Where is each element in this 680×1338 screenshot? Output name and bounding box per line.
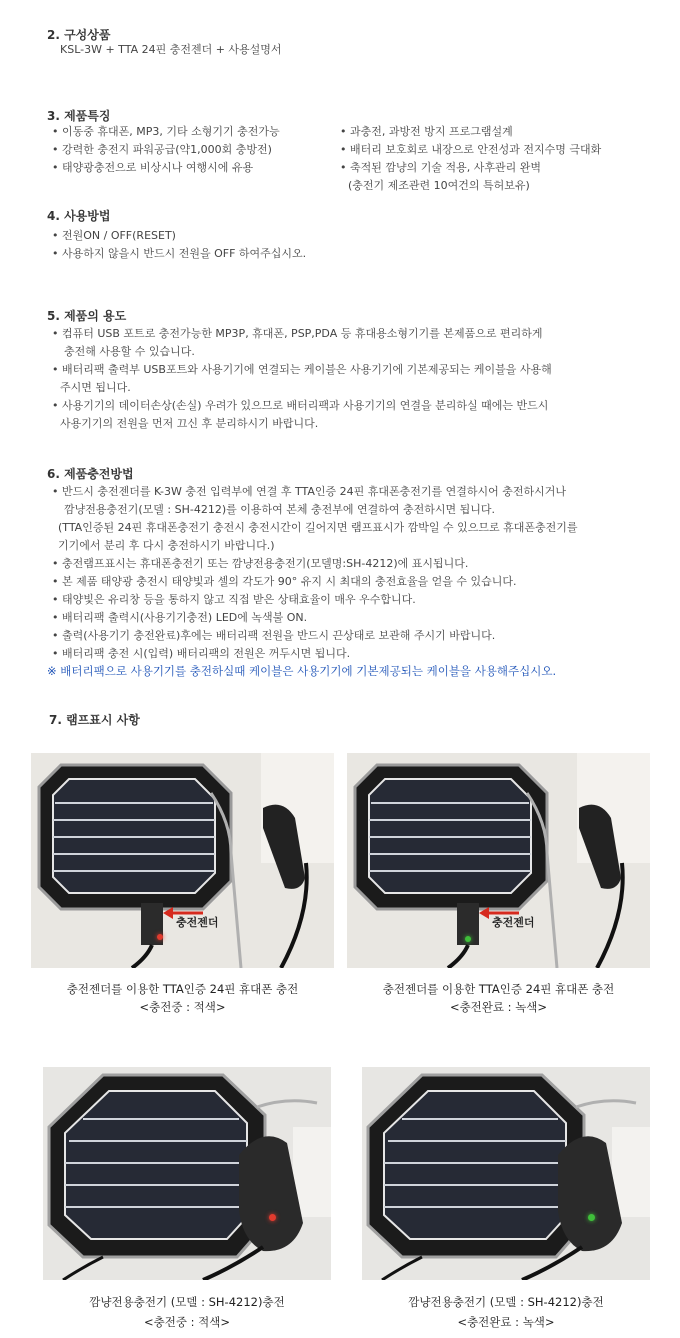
section-2-line: KSL-3W + TTA 24핀 충전젠더 + 사용설명서 (60, 43, 282, 56)
section-2-title: 2. 구성상품 (47, 28, 111, 42)
charging-line-10: • 배터리팩 충전 시(입력) 배터리팩의 전원은 꺼두시면 됩니다. (52, 647, 351, 660)
section-4-title: 4. 사용방법 (47, 209, 111, 223)
led-indicator (157, 934, 163, 940)
purpose-line-6: 사용기기의 전원을 먼저 끄신 후 분리하시기 바랍니다. (60, 417, 319, 430)
photo-1-caption: 충전젠더를 이용한 TTA인증 24핀 휴대폰 충전 (66, 982, 299, 996)
feature-right-3: • 축적된 깜냥의 기술 적용, 사후관리 완벽 (340, 161, 541, 174)
photo-4-caption: 깜냥전용충전기 (모델 : SH-4212)충전 (408, 1295, 604, 1309)
purpose-line-2: 충전해 사용할 수 있습니다. (64, 345, 195, 358)
feature-left-2: • 강력한 충전지 파워공급(약1,000회 충방전) (52, 143, 272, 156)
photo-3-caption: 깜냥전용충전기 (모델 : SH-4212)충전 (89, 1295, 285, 1309)
purpose-line-3: • 배터리팩 출력부 USB포트와 사용기기에 연결되는 케이블은 사용기기에 기본제공되는 케이블을 사용해 (52, 363, 552, 376)
feature-right-4: (충전기 제조관련 10여건의 특허보유) (348, 179, 530, 192)
usage-line-2: • 사용하지 않을시 반드시 전원을 OFF 하여주십시오. (52, 247, 307, 260)
photo-1-status: <충전중 : 적색> (139, 1000, 226, 1014)
section-6-title: 6. 제품충전방법 (47, 467, 134, 481)
purpose-line-4: 주시면 됩니다. (60, 381, 131, 394)
purpose-line-1: • 컴퓨터 USB 포트로 충전가능한 MP3P, 휴대폰, PSP,PDA 등 휴대용소형기기를 본제품으로 편리하게 (52, 327, 543, 340)
charging-line-2: 깜냥전용충전기(모델 : SH-4212)를 이용하여 본체 충전부에 연결하여 충전하시면 됩니다. (64, 503, 496, 516)
feature-right-1: • 과충전, 과방전 방지 프로그램설계 (340, 125, 513, 138)
charging-line-4: 기기에서 분리 후 다시 충전하시기 바랍니다.) (58, 539, 275, 552)
led-indicator (588, 1214, 595, 1221)
section-3-title: 3. 제품특징 (47, 109, 111, 123)
feature-left-3: • 태양광충전으로 비상시나 여행시에 유용 (52, 161, 254, 174)
charging-line-9: • 출력(사용기기 충전완료)후에는 배터리팩 전원을 반드시 끈상태로 보관해 주시기 바랍니다. (52, 629, 496, 642)
feature-left-1: • 이동중 휴대폰, MP3, 기타 소형기기 충전가능 (52, 125, 280, 138)
charging-line-5: • 충전램프표시는 휴대폰충전기 또는 깜냥전용충전기(모델명:SH-4212)에 표시됩니다. (52, 557, 469, 570)
charging-line-8: • 배터리팩 출력시(사용기기충전) LED에 녹색불 ON. (52, 611, 308, 624)
photo-gender-charging (31, 753, 334, 968)
photo-4-status: <충전완료 : 녹색> (457, 1315, 555, 1329)
solar-charger-image (362, 1067, 650, 1280)
charging-line-3: (TTA인증된 24핀 휴대폰충전기 충전시 충전시간이 길어지면 램프표시가 깜박일 수 있으므로 휴대폰충전기를 (58, 521, 578, 534)
photo-adapter-complete (362, 1067, 650, 1280)
usage-line-1: • 전원ON / OFF(RESET) (52, 229, 176, 242)
photo-3-status: <충전중 : 적색> (143, 1315, 230, 1329)
photo-gender-complete (347, 753, 650, 968)
section-7-title: 7. 램프표시 사항 (49, 713, 140, 727)
charging-line-7: • 태양빛은 유리창 등을 통하지 않고 직접 받은 상태효율이 매우 우수합니다. (52, 593, 416, 606)
led-indicator (465, 936, 471, 942)
led-indicator (269, 1214, 276, 1221)
solar-charger-image (43, 1067, 331, 1280)
solar-charger-image (347, 753, 650, 968)
charging-line-1: • 반드시 충전젠더를 K-3W 충전 입력부에 연결 후 TTA인증 24핀 휴대폰충전기를 연결하시어 충전하시거나 (52, 485, 567, 498)
notice-text: ※ 배터리팩으로 사용기기를 충전하실때 케이블은 사용기기에 기본제공되는 케이블을 사용해주십시오. (47, 664, 557, 678)
gender-label: 충전젠더 (176, 916, 219, 929)
solar-charger-image (31, 753, 334, 968)
photo-2-status: <충전완료 : 녹색> (449, 1000, 548, 1014)
photo-adapter-charging (43, 1067, 331, 1280)
charging-line-6: • 본 제품 태양광 충전시 태양빛과 셀의 각도가 90° 유지 시 최대의 충전효율을 얻을 수 있습니다. (52, 575, 517, 588)
section-5-title: 5. 제품의 용도 (47, 309, 127, 323)
photo-2-caption: 충전젠더를 이용한 TTA인증 24핀 휴대폰 충전 (382, 982, 615, 996)
feature-right-2: • 배터리 보호회로 내장으로 안전성과 전지수명 극대화 (340, 143, 602, 156)
purpose-line-5: • 사용기기의 데이터손상(손실) 우려가 있으므로 배터리팩과 사용기기의 연결을 분리하실 때에는 반드시 (52, 399, 549, 412)
gender-label: 충전젠더 (492, 916, 535, 929)
